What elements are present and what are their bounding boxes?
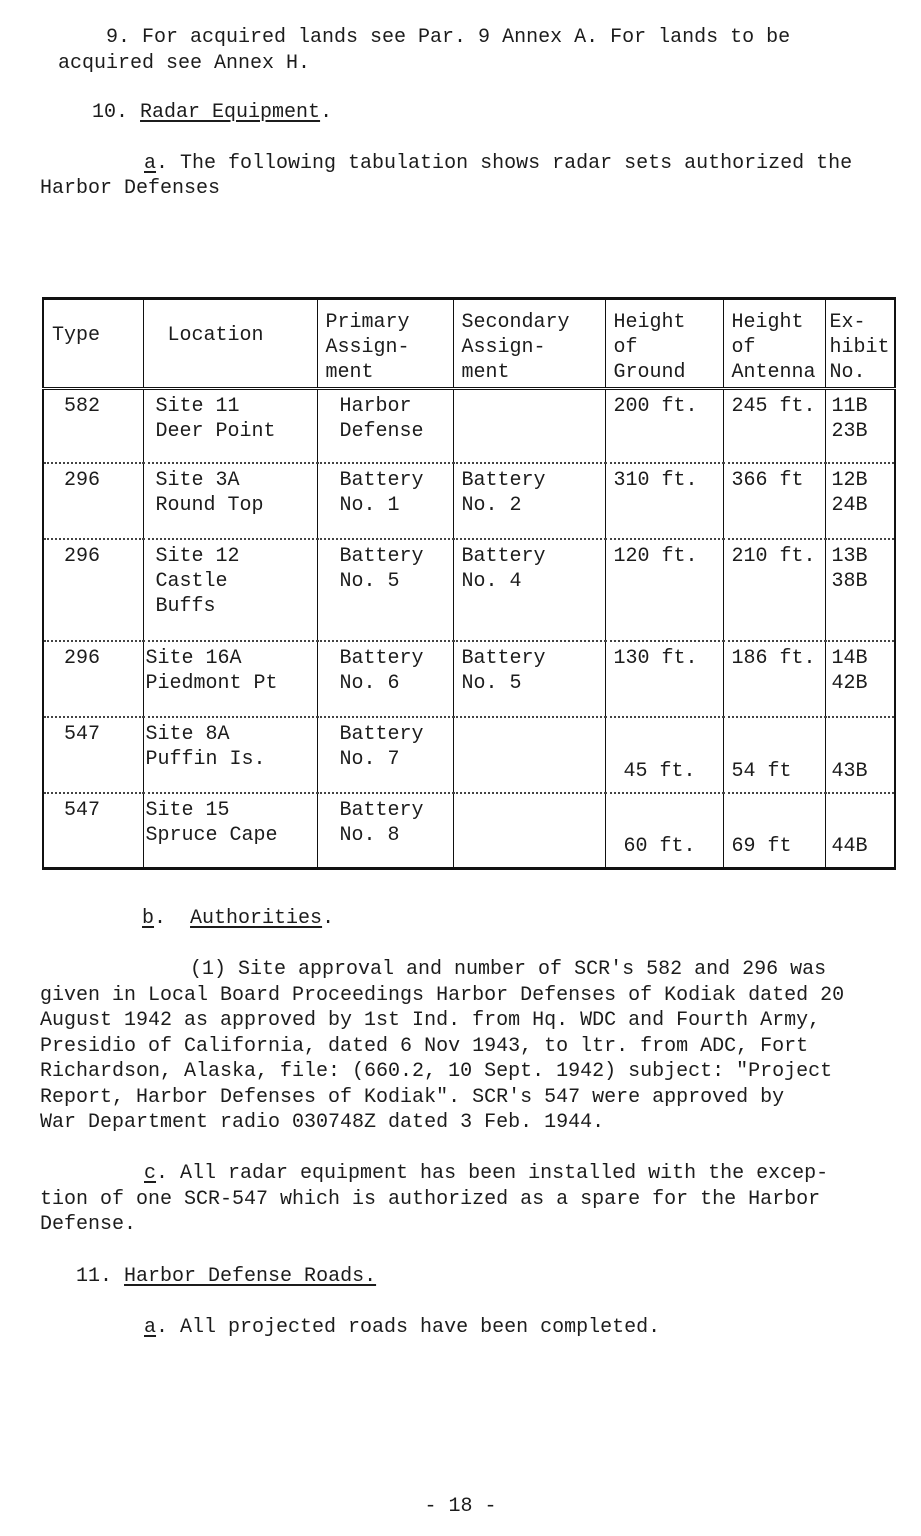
para10a-text: . The following tabulation shows radar sets authorized the — [156, 152, 853, 175]
header-height-of-ground: Height of Ground — [605, 299, 723, 389]
sub-c-text: . All radar equipment has been installed with the excep- — [156, 1162, 829, 1185]
table-row — [43, 389, 895, 463]
cell-location: Site 15 Spruce Cape — [143, 793, 317, 869]
header-exhibit-no: Ex- hibit No. — [825, 299, 895, 389]
cell-antenna-height: 366 ft — [723, 463, 825, 539]
cell-ground-height: 130 ft. — [605, 641, 723, 717]
sub-b-title: Authorities — [190, 907, 323, 930]
cell-antenna-height: 54 ft — [723, 717, 825, 793]
cell-location: Site 12 Castle Buffs — [143, 539, 317, 641]
para10a-line1 — [144, 151, 852, 176]
cell-ground-height: 120 ft. — [605, 539, 723, 641]
table-row — [43, 463, 895, 539]
para10a-letter: a — [144, 152, 157, 175]
para10-number: 10. — [92, 101, 129, 124]
sub-b-line: (1) Site approval and number of SCR's 582 and 296 was — [190, 958, 827, 981]
header-type: Type — [43, 299, 143, 389]
sub-b-line: War Department radio 030748Z dated 3 Feb. 1944. — [40, 1111, 605, 1134]
cell-primary: Battery No. 5 — [317, 539, 453, 641]
cell-antenna-height: 186 ft. — [723, 641, 825, 717]
sub-b-heading: b. Authorities. — [142, 907, 335, 930]
table-row — [43, 641, 895, 717]
header-location: Location — [143, 299, 317, 389]
cell-exhibit: 13B 38B — [825, 539, 895, 641]
cell-secondary — [453, 717, 605, 793]
cell-secondary: Battery No. 4 — [453, 539, 605, 641]
cell-type: 296 — [43, 463, 143, 539]
cell-secondary: Battery No. 2 — [453, 463, 605, 539]
cell-primary: Battery No. 8 — [317, 793, 453, 869]
para9-line2: acquired see Annex H. — [58, 52, 311, 75]
header-height-of-antenna: Height of Antenna — [723, 299, 825, 389]
cell-antenna-height: 69 ft — [723, 793, 825, 869]
cell-ground-height: 310 ft. — [605, 463, 723, 539]
para10a-line2: Harbor Defenses — [40, 177, 221, 200]
sub-c-line: Defense. — [40, 1213, 137, 1236]
para11a-line — [144, 1315, 660, 1340]
para11a-letter: a — [144, 1316, 157, 1339]
table-row — [43, 717, 895, 793]
cell-type: 296 — [43, 539, 143, 641]
para11-title: Harbor Defense Roads. — [124, 1265, 377, 1288]
cell-exhibit: 12B 24B — [825, 463, 895, 539]
cell-primary: Battery No. 1 — [317, 463, 453, 539]
cell-antenna-height: 245 ft. — [723, 389, 825, 463]
cell-ground-height: 45 ft. — [605, 717, 723, 793]
para11a-text: . All projected roads have been completed. — [156, 1316, 661, 1339]
cell-primary: Battery No. 6 — [317, 641, 453, 717]
sub-b-line: August 1942 as approved by 1st Ind. from Hq. WDC and Fourth Army, — [40, 1009, 821, 1032]
cell-secondary — [453, 389, 605, 463]
table-row — [43, 793, 895, 869]
cell-location: Site 16A Piedmont Pt — [143, 641, 317, 717]
cell-primary: Harbor Defense — [317, 389, 453, 463]
para9-line1: 9. For acquired lands see Par. 9 Annex A. For lands to be — [106, 26, 791, 49]
para10-heading — [92, 100, 332, 125]
sub-c-line1 — [144, 1161, 828, 1186]
cell-exhibit: 43B — [825, 717, 895, 793]
table-row — [43, 539, 895, 641]
para11-number: 11. — [76, 1265, 113, 1288]
cell-ground-height: 60 ft. — [605, 793, 723, 869]
sub-b-line: Richardson, Alaska, file: (660.2, 10 Sept. 1942) subject: "Project — [40, 1060, 833, 1083]
sub-b-title-period: . — [322, 907, 335, 930]
para10-title: Radar Equipment — [140, 101, 321, 124]
cell-ground-height: 200 ft. — [605, 389, 723, 463]
cell-location: Site 11 Deer Point — [143, 389, 317, 463]
cell-secondary: Battery No. 5 — [453, 641, 605, 717]
para10-title-period: . — [320, 101, 333, 124]
cell-exhibit: 44B — [825, 793, 895, 869]
cell-location: Site 8A Puffin Is. — [143, 717, 317, 793]
sub-c-line: tion of one SCR-547 which is authorized as a spare for the Harbor — [40, 1188, 821, 1211]
header-secondary-assignment: Secondary Assign- ment — [453, 299, 605, 389]
page-number: - 18 - — [424, 1495, 497, 1518]
sub-b-line: Presidio of California, dated 6 Nov 1943, to ltr. from ADC, Fort — [40, 1035, 809, 1058]
cell-type: 547 — [43, 717, 143, 793]
cell-location: Site 3A Round Top — [143, 463, 317, 539]
sub-b-letter: b — [142, 907, 155, 930]
header-primary-assignment: Primary Assign- ment — [317, 299, 453, 389]
cell-primary: Battery No. 7 — [317, 717, 453, 793]
cell-exhibit: 11B 23B — [825, 389, 895, 463]
cell-type: 582 — [43, 389, 143, 463]
cell-type: 547 — [43, 793, 143, 869]
sub-b-line: Report, Harbor Defenses of Kodiak". SCR's 547 were approved by — [40, 1086, 785, 1109]
cell-type: 296 — [43, 641, 143, 717]
table-header-row — [43, 299, 895, 389]
para11-heading — [76, 1264, 376, 1289]
cell-exhibit: 14B 42B — [825, 641, 895, 717]
cell-secondary — [453, 793, 605, 869]
sub-b-line: given in Local Board Proceedings Harbor Defenses of Kodiak dated 20 — [40, 984, 845, 1007]
radar-table — [42, 297, 896, 870]
sub-c-letter: c — [144, 1162, 157, 1185]
cell-antenna-height: 210 ft. — [723, 539, 825, 641]
